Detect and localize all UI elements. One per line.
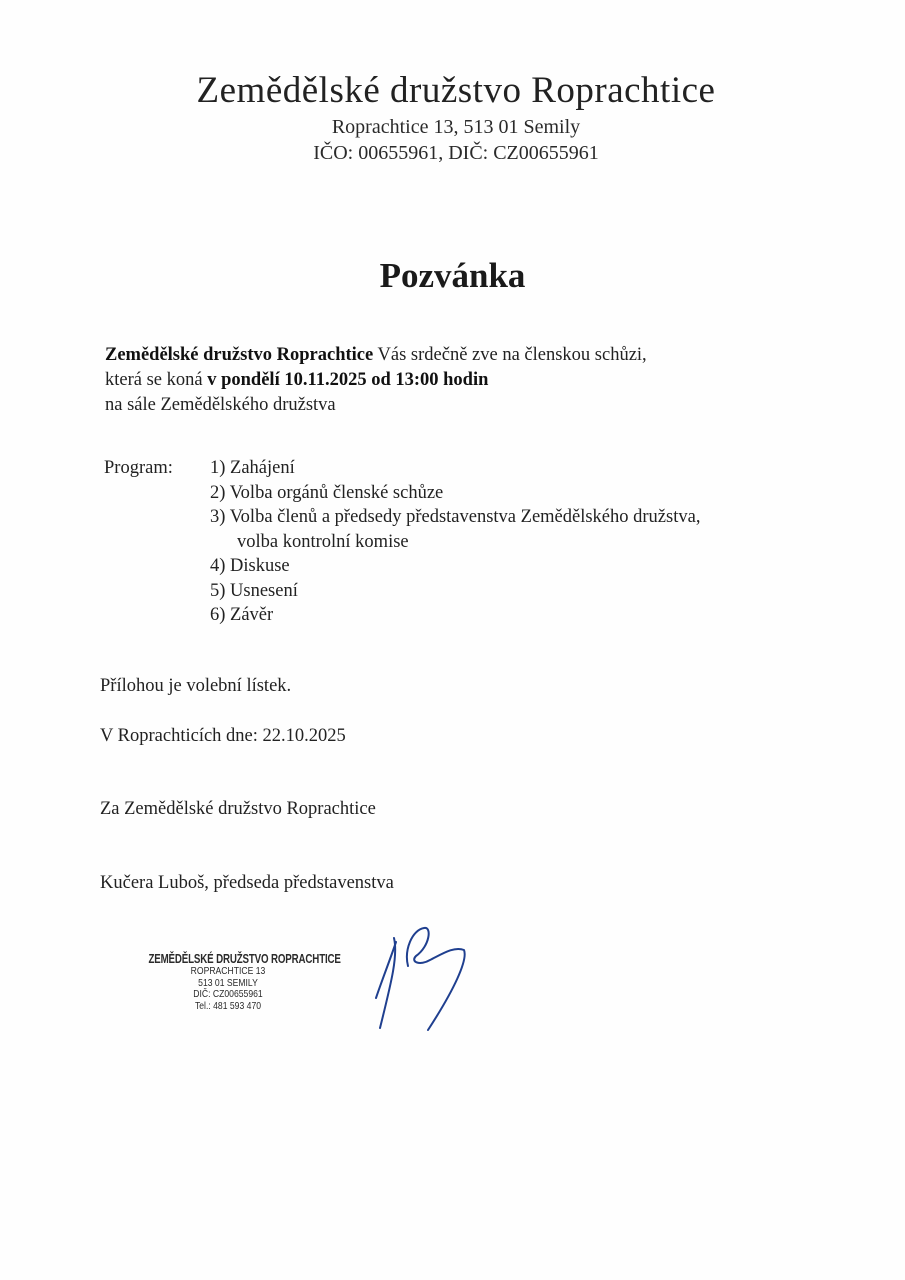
invitation-text — [105, 343, 805, 418]
letterhead — [0, 68, 905, 166]
program-item: 4) Diskuse — [210, 556, 290, 576]
stamp-address: ROPRACHTICE 13 — [190, 965, 266, 977]
organization-ids: IČO: 00655961, DIČ: CZ00655961 — [313, 142, 599, 164]
organization-address: Roprachtice 13, 513 01 Semily — [331, 116, 581, 138]
attachment-note: Přílohou je volební lístek. — [100, 676, 292, 696]
program-item: 6) Závěr — [210, 605, 274, 625]
program-item: 2) Volba orgánů členské schůze — [210, 482, 444, 503]
program-item: 1) Zahájení — [210, 458, 295, 478]
signatory-name: Kučera Luboš, předseda představenstva — [100, 873, 394, 893]
on-behalf-of: Za Zemědělské družstvo Roprachtice — [100, 799, 376, 819]
invitation-line-3: na sále Zemědělského družstva — [105, 395, 336, 415]
invitation-line-1-rest: Vás srdečně zve na členskou schůzi, — [373, 345, 647, 365]
program-list — [210, 456, 830, 628]
stamp-vat-id: DIČ: CZ00655961 — [193, 988, 263, 1000]
organization-name: Zemědělské družstvo Roprachtice — [196, 70, 716, 111]
invitation-org-name: Zemědělské družstvo Roprachtice — [105, 345, 374, 365]
program-item: 5) Usnesení — [210, 580, 298, 601]
invitation-line-1 — [105, 343, 805, 368]
meeting-date-time: v pondělí 10.11.2025 od 13:00 hodin — [207, 370, 489, 390]
place-and-date: V Roprachticích dne: 22.10.2025 — [100, 726, 346, 746]
program-item-continuation: volba kontrolní komise — [237, 531, 409, 552]
signature-stroke — [407, 928, 465, 1030]
invitation-line-2 — [105, 368, 805, 393]
stamp-city: 513 01 SEMILY — [198, 976, 258, 989]
program-label: Program: — [104, 458, 173, 478]
handwritten-signature — [368, 920, 478, 1040]
stamp-title: ZEMĚDĚLSKÉ DRUŽSTVO ROPRACHTICE — [148, 952, 341, 966]
company-stamp — [126, 952, 341, 1012]
program-item: 3) Volba členů a předsedy představenstva Zemědělského družstva, — [210, 507, 701, 527]
document-title: Pozvánka — [379, 256, 526, 295]
stamp-phone: Tel.: 481 593 470 — [194, 999, 262, 1012]
invitation-line-2-start: která se koná — [105, 370, 208, 390]
